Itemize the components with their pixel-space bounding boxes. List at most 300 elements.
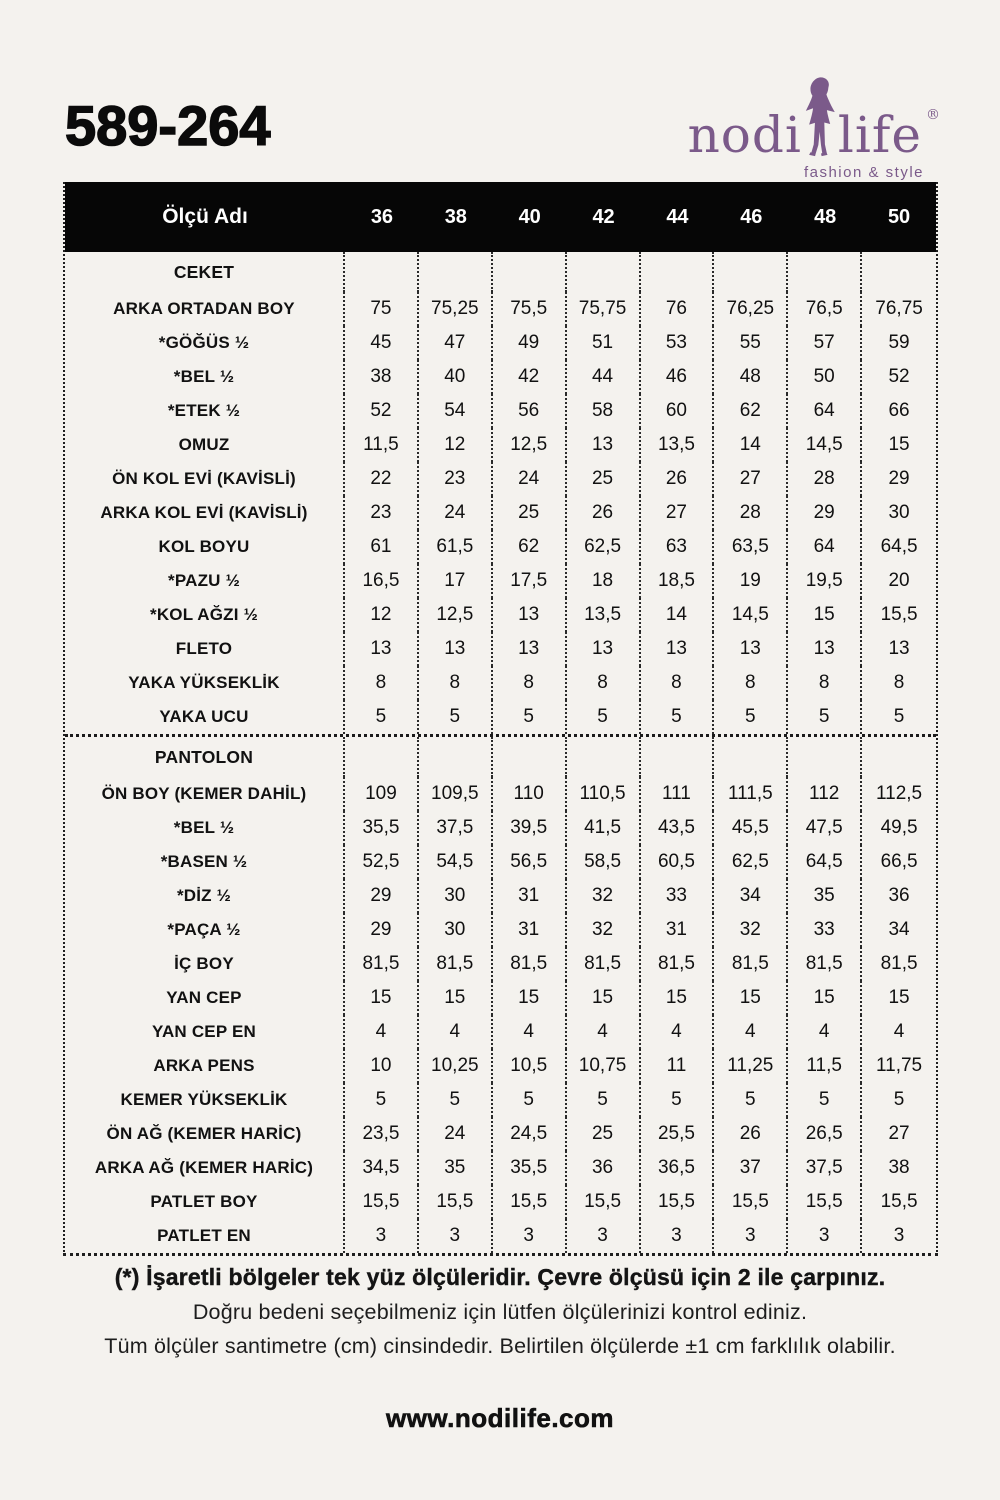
measurement-value: 49,5: [880, 817, 918, 838]
measurement-value: 11,5: [345, 428, 419, 462]
measurement-value: 15,5: [419, 1185, 493, 1219]
measurement-value: 4: [714, 1015, 788, 1049]
measurement-value: 31: [493, 879, 567, 913]
measurement-value: 57: [788, 326, 862, 360]
page-header: [0, 0, 1000, 181]
measurement-value: 55: [714, 326, 788, 360]
measurement-label: ÖN BOY (KEMER DAHİL): [65, 777, 345, 811]
measurement-value: 5: [345, 1083, 419, 1117]
measurement-row: [65, 1083, 936, 1117]
measurement-value: 52,5: [345, 845, 419, 879]
measurement-value: 111: [641, 777, 715, 811]
measurement-value: 27: [641, 496, 715, 530]
measurement-value: 23,5: [345, 1117, 419, 1151]
measurement-value: 33: [641, 879, 715, 913]
measurement-value: 5: [714, 700, 788, 734]
size-column-header-38: 38: [444, 205, 467, 228]
measurement-value: 40: [419, 360, 493, 394]
section-title: PANTOLON: [65, 737, 345, 777]
empty-cell: [493, 252, 567, 292]
measurement-value: 16,5: [345, 564, 419, 598]
measurement-value: 4: [493, 1015, 567, 1049]
measurement-value: 60,5: [641, 845, 715, 879]
measurement-value: 19,5: [788, 564, 862, 598]
measurement-value: 38: [345, 360, 419, 394]
measurement-value: 76: [641, 292, 715, 326]
measurement-value: 8: [419, 666, 493, 700]
measurement-value: 28: [714, 496, 788, 530]
section-title-row: [65, 252, 936, 292]
measurement-value: 13: [345, 632, 419, 666]
measurement-value: 15,5: [567, 1185, 641, 1219]
measurement-value: 76,5: [788, 292, 862, 326]
measurement-value: 3: [893, 1225, 905, 1246]
measurement-row: [65, 1151, 936, 1185]
measurement-value: 30: [888, 502, 910, 523]
measurement-value: 15: [641, 981, 715, 1015]
measurement-value: 41,5: [567, 811, 641, 845]
measurement-label: *PAÇA ½: [65, 913, 345, 947]
size-column-header-50: 50: [887, 205, 911, 228]
measurement-value: 5: [893, 706, 905, 727]
measurement-value: 3: [714, 1219, 788, 1253]
measurement-value: 24: [419, 1117, 493, 1151]
measurement-value: 14: [714, 428, 788, 462]
measurement-row: [65, 811, 936, 845]
measurement-value: 81,5: [880, 953, 918, 974]
measurement-value: 32: [567, 879, 641, 913]
measurement-row: [65, 1117, 936, 1151]
measurement-value: 3: [567, 1219, 641, 1253]
measurement-value: 5: [567, 700, 641, 734]
measurement-value: 39,5: [493, 811, 567, 845]
measurement-row: [65, 879, 936, 913]
measurement-value: 81,5: [788, 947, 862, 981]
measurement-row: [65, 394, 936, 428]
measurement-row: [65, 1049, 936, 1083]
measurement-value: 110,5: [567, 777, 641, 811]
measurement-value: 31: [641, 913, 715, 947]
measurement-value: 64,5: [880, 536, 918, 557]
measurement-value: 26: [714, 1117, 788, 1151]
measurement-label: PATLET EN: [65, 1219, 345, 1253]
measurement-value: 15,5: [493, 1185, 567, 1219]
measurement-value: 23: [345, 496, 419, 530]
section-title: CEKET: [65, 252, 345, 292]
measurement-value: 23: [419, 462, 493, 496]
empty-cell: [788, 737, 862, 777]
empty-cell: [641, 737, 715, 777]
measurement-value: 4: [641, 1015, 715, 1049]
measurement-value: 62,5: [714, 845, 788, 879]
woman-silhouette-icon: [796, 76, 842, 168]
measurement-value: 36: [888, 885, 910, 906]
measurement-value: 51: [567, 326, 641, 360]
measurement-value: 18,5: [641, 564, 715, 598]
empty-cell: [345, 252, 419, 292]
measurement-label: *DİZ ½: [65, 879, 345, 913]
measurement-value: 53: [641, 326, 715, 360]
size-column-header-44: 44: [666, 205, 689, 228]
measurement-value: 27: [714, 462, 788, 496]
measurement-value: 26: [567, 496, 641, 530]
measurement-value: 30: [419, 913, 493, 947]
measurement-value: 17: [419, 564, 493, 598]
size-column-header-40: 40: [518, 205, 541, 228]
measurement-value: 37,5: [788, 1151, 862, 1185]
measurement-value: 8: [493, 666, 567, 700]
measurement-value: 81,5: [714, 947, 788, 981]
measurement-value: 34: [714, 879, 788, 913]
measurement-value: 36: [567, 1151, 641, 1185]
measurement-value: 66,5: [880, 851, 918, 872]
measurement-value: 3: [641, 1219, 715, 1253]
measurement-value: 15: [567, 981, 641, 1015]
measurement-value: 12: [419, 428, 493, 462]
measurement-value: 110: [493, 777, 567, 811]
measurement-value: 62: [714, 394, 788, 428]
empty-cell: [419, 737, 493, 777]
measurement-value: 58,5: [567, 845, 641, 879]
measurement-label: ARKA KOL EVİ (KAVİSLİ): [65, 496, 345, 530]
registered-trademark-icon: ®: [926, 107, 940, 123]
measurement-value: 35: [788, 879, 862, 913]
measurement-label: YAKA UCU: [65, 700, 345, 734]
measurement-value: 10,75: [567, 1049, 641, 1083]
measurement-label: YAN CEP: [65, 981, 345, 1015]
measurement-value: 35: [419, 1151, 493, 1185]
measurement-value: 14,5: [788, 428, 862, 462]
measurement-value: 13: [641, 632, 715, 666]
measurement-value: 15: [888, 434, 910, 455]
size-column-header-46: 46: [740, 205, 763, 228]
footer-note-check-measurements: Doğru bedeni seçebilmeniz için lütfen ölçülerinizi kontrol ediniz.: [192, 1300, 808, 1324]
measurement-row: [65, 777, 936, 811]
measurement-row: [65, 913, 936, 947]
measurement-value: 4: [345, 1015, 419, 1049]
measurement-value: 34: [888, 919, 910, 940]
website-url: www.nodilife.com: [385, 1403, 615, 1433]
measurement-value: 13: [788, 632, 862, 666]
measure-name-column-header: Ölçü Adı: [162, 205, 248, 228]
measurement-row: [65, 981, 936, 1015]
empty-cell: [862, 737, 936, 777]
measurement-value: 35,5: [493, 1151, 567, 1185]
logo-text-life: life: [837, 106, 922, 164]
measurement-label: *BASEN ½: [65, 845, 345, 879]
measurement-row: [65, 496, 936, 530]
measurement-value: 81,5: [345, 947, 419, 981]
measurement-label: ÖN KOL EVİ (KAVİSLİ): [65, 462, 345, 496]
measurement-label: ARKA AĞ (KEMER HARİC): [65, 1151, 345, 1185]
measurement-value: 61: [345, 530, 419, 564]
measurement-value: 13: [493, 598, 567, 632]
measurement-value: 11,75: [875, 1055, 923, 1076]
measurement-value: 13: [714, 632, 788, 666]
measurement-value: 29: [788, 496, 862, 530]
measurement-value: 12,5: [419, 598, 493, 632]
empty-cell: [788, 252, 862, 292]
footer-notes: [0, 1264, 1000, 1434]
measurement-value: 27: [888, 1123, 910, 1144]
measurement-label: KOL BOYU: [65, 530, 345, 564]
measurement-value: 45,5: [714, 811, 788, 845]
measurement-row: [65, 598, 936, 632]
measurement-row: [65, 666, 936, 700]
measurement-value: 11,5: [788, 1049, 862, 1083]
measurement-value: 30: [419, 879, 493, 913]
measurement-value: 13: [493, 632, 567, 666]
measurement-value: 29: [345, 913, 419, 947]
table-body: [65, 252, 936, 1253]
measurement-value: 24: [493, 462, 567, 496]
measurement-value: 43,5: [641, 811, 715, 845]
measurement-value: 33: [788, 913, 862, 947]
measurement-label: YAKA YÜKSEKLİK: [65, 666, 345, 700]
measurement-value: 5: [641, 700, 715, 734]
measurement-value: 59: [888, 332, 910, 353]
measurement-value: 60: [641, 394, 715, 428]
measurement-value: 5: [714, 1083, 788, 1117]
measurement-row: [65, 1015, 936, 1049]
measurement-row: [65, 564, 936, 598]
measurement-value: 25: [567, 462, 641, 496]
measurement-value: 63,5: [714, 530, 788, 564]
table-header-row: [65, 182, 936, 252]
measurement-value: 54: [419, 394, 493, 428]
measurement-value: 5: [419, 700, 493, 734]
empty-cell: [419, 252, 493, 292]
measurement-value: 8: [714, 666, 788, 700]
measurement-value: 58: [567, 394, 641, 428]
measurement-value: 18: [567, 564, 641, 598]
table-section-pantolon: [65, 734, 936, 1253]
measurement-label: PATLET BOY: [65, 1185, 345, 1219]
measurement-value: 3: [493, 1219, 567, 1253]
measurement-value: 5: [567, 1083, 641, 1117]
measurement-value: 75,75: [567, 292, 641, 326]
measurement-label: ARKA PENS: [65, 1049, 345, 1083]
empty-cell: [641, 252, 715, 292]
measurement-label: YAN CEP EN: [65, 1015, 345, 1049]
measurement-label: *PAZU ½: [65, 564, 345, 598]
measurement-value: 8: [641, 666, 715, 700]
footer-note-cm-tolerance: Tüm ölçüler santimetre (cm) cinsindedir. Belirtilen ölçülerde ±1 cm farklılık olabilir.: [104, 1334, 896, 1358]
measurement-label: *BEL ½: [65, 360, 345, 394]
measurement-value: 17,5: [493, 564, 567, 598]
measurement-value: 75,25: [419, 292, 493, 326]
measurement-value: 37: [714, 1151, 788, 1185]
measurement-value: 4: [567, 1015, 641, 1049]
measurement-value: 76,75: [875, 298, 923, 319]
logo-tagline: fashion & style: [803, 164, 924, 181]
measurement-value: 3: [345, 1219, 419, 1253]
measurement-value: 8: [788, 666, 862, 700]
measurement-value: 3: [788, 1219, 862, 1253]
measurement-value: 62,5: [567, 530, 641, 564]
empty-cell: [493, 737, 567, 777]
measurement-row: [65, 947, 936, 981]
measurement-value: 81,5: [419, 947, 493, 981]
measurement-value: 5: [493, 700, 567, 734]
measurement-row: [65, 462, 936, 496]
measurement-label: *GÖĞÜS ½: [65, 326, 345, 360]
section-title-row: [65, 737, 936, 777]
measurement-value: 48: [714, 360, 788, 394]
measurement-value: 15,5: [714, 1185, 788, 1219]
measurement-value: 81,5: [567, 947, 641, 981]
size-column-header-48: 48: [814, 205, 837, 228]
measurement-value: 45: [345, 326, 419, 360]
measurement-value: 38: [888, 1157, 910, 1178]
measurement-value: 15,5: [880, 1191, 918, 1212]
measurement-value: 15: [788, 598, 862, 632]
measurement-value: 5: [493, 1083, 567, 1117]
measurement-value: 20: [888, 570, 910, 591]
empty-cell: [714, 252, 788, 292]
measurement-label: *ETEK ½: [65, 394, 345, 428]
measurement-value: 10: [345, 1049, 419, 1083]
measurement-row: [65, 530, 936, 564]
measurement-value: 12: [345, 598, 419, 632]
measurement-value: 24: [419, 496, 493, 530]
measurement-value: 5: [788, 700, 862, 734]
size-column-header-42: 42: [592, 205, 615, 228]
measurement-value: 4: [788, 1015, 862, 1049]
measurement-value: 19: [714, 564, 788, 598]
product-code: 589-264: [65, 94, 271, 157]
measurement-value: 47: [419, 326, 493, 360]
measurement-value: 15: [714, 981, 788, 1015]
measurement-row: [65, 632, 936, 666]
measurement-value: 13,5: [641, 428, 715, 462]
measurement-value: 15,5: [345, 1185, 419, 1219]
measurement-value: 111,5: [714, 777, 788, 811]
measurement-value: 56: [493, 394, 567, 428]
measurement-value: 26: [641, 462, 715, 496]
empty-cell: [862, 252, 936, 292]
measurement-value: 64,5: [788, 845, 862, 879]
measurement-value: 52: [345, 394, 419, 428]
measurement-value: 11: [641, 1049, 715, 1083]
measurement-value: 4: [893, 1021, 905, 1042]
measurement-value: 46: [641, 360, 715, 394]
measurement-value: 5: [641, 1083, 715, 1117]
measurement-value: 81,5: [493, 947, 567, 981]
measurement-value: 15,5: [788, 1185, 862, 1219]
measurement-value: 49: [493, 326, 567, 360]
brand-wordmark: [687, 70, 940, 164]
measurement-row: [65, 1185, 936, 1219]
measurement-value: 32: [567, 913, 641, 947]
measurement-label: ÖN AĞ (KEMER HARİC): [65, 1117, 345, 1151]
measurement-value: 62: [493, 530, 567, 564]
footer-note-asterisk: (*) İşaretli bölgeler tek yüz ölçüleridir. Çevre ölçüsü için 2 ile çarpınız.: [114, 1264, 886, 1290]
measurement-row: [65, 428, 936, 462]
empty-cell: [345, 737, 419, 777]
measurement-value: 12,5: [493, 428, 567, 462]
measurement-value: 42: [493, 360, 567, 394]
measurement-value: 11,25: [714, 1049, 788, 1083]
measurement-value: 8: [893, 672, 905, 693]
measurement-value: 3: [419, 1219, 493, 1253]
measurement-value: 35,5: [345, 811, 419, 845]
measurement-value: 109,5: [419, 777, 493, 811]
brand-logo: [688, 70, 940, 181]
measurement-value: 36,5: [641, 1151, 715, 1185]
measurement-value: 64: [788, 394, 862, 428]
measurement-value: 8: [567, 666, 641, 700]
measurement-value: 25,5: [641, 1117, 715, 1151]
measurement-value: 28: [788, 462, 862, 496]
measurement-value: 8: [345, 666, 419, 700]
measurement-value: 15: [493, 981, 567, 1015]
measurement-value: 14,5: [714, 598, 788, 632]
measurement-value: 13: [888, 638, 910, 659]
measurement-value: 44: [567, 360, 641, 394]
measurement-label: *BEL ½: [65, 811, 345, 845]
measurement-value: 10,25: [419, 1049, 493, 1083]
measurement-row: [65, 700, 936, 734]
measurement-value: 5: [788, 1083, 862, 1117]
measurement-value: 15,5: [641, 1185, 715, 1219]
measurement-value: 13,5: [567, 598, 641, 632]
measurement-row: [65, 292, 936, 326]
measurement-value: 61,5: [419, 530, 493, 564]
measurement-row: [65, 845, 936, 879]
measurement-value: 75: [345, 292, 419, 326]
measurement-value: 13: [419, 632, 493, 666]
table-section-ceket: [65, 252, 936, 734]
logo-text-nodi: nodi: [687, 106, 802, 164]
measurement-value: 47,5: [788, 811, 862, 845]
measurement-value: 13: [567, 428, 641, 462]
measurement-label: KEMER YÜKSEKLİK: [65, 1083, 345, 1117]
measurement-value: 54,5: [419, 845, 493, 879]
measurement-value: 14: [641, 598, 715, 632]
measurement-label: İÇ BOY: [65, 947, 345, 981]
measurement-value: 64: [788, 530, 862, 564]
measurement-value: 13: [567, 632, 641, 666]
measurement-value: 10,5: [493, 1049, 567, 1083]
measurement-value: 66: [888, 400, 910, 421]
measurement-value: 26,5: [788, 1117, 862, 1151]
empty-cell: [567, 252, 641, 292]
measurement-value: 25: [567, 1117, 641, 1151]
size-column-header-36: 36: [370, 205, 394, 228]
measurement-value: 63: [641, 530, 715, 564]
measurement-value: 52: [888, 366, 910, 387]
measurement-value: 15: [788, 981, 862, 1015]
empty-cell: [567, 737, 641, 777]
measurement-value: 15: [888, 987, 910, 1008]
measurement-row: [65, 326, 936, 360]
measurement-value: 81,5: [641, 947, 715, 981]
measurement-value: 24,5: [493, 1117, 567, 1151]
measurement-value: 29: [345, 879, 419, 913]
measurement-value: 15: [419, 981, 493, 1015]
measurement-value: 109: [345, 777, 419, 811]
measurement-value: 5: [893, 1089, 905, 1110]
measurement-value: 15,5: [880, 604, 918, 625]
empty-cell: [714, 737, 788, 777]
measurement-value: 25: [493, 496, 567, 530]
measurement-value: 50: [788, 360, 862, 394]
measurement-value: 75,5: [493, 292, 567, 326]
measurement-row: [65, 360, 936, 394]
measurement-value: 37,5: [419, 811, 493, 845]
measurement-value: 4: [419, 1015, 493, 1049]
